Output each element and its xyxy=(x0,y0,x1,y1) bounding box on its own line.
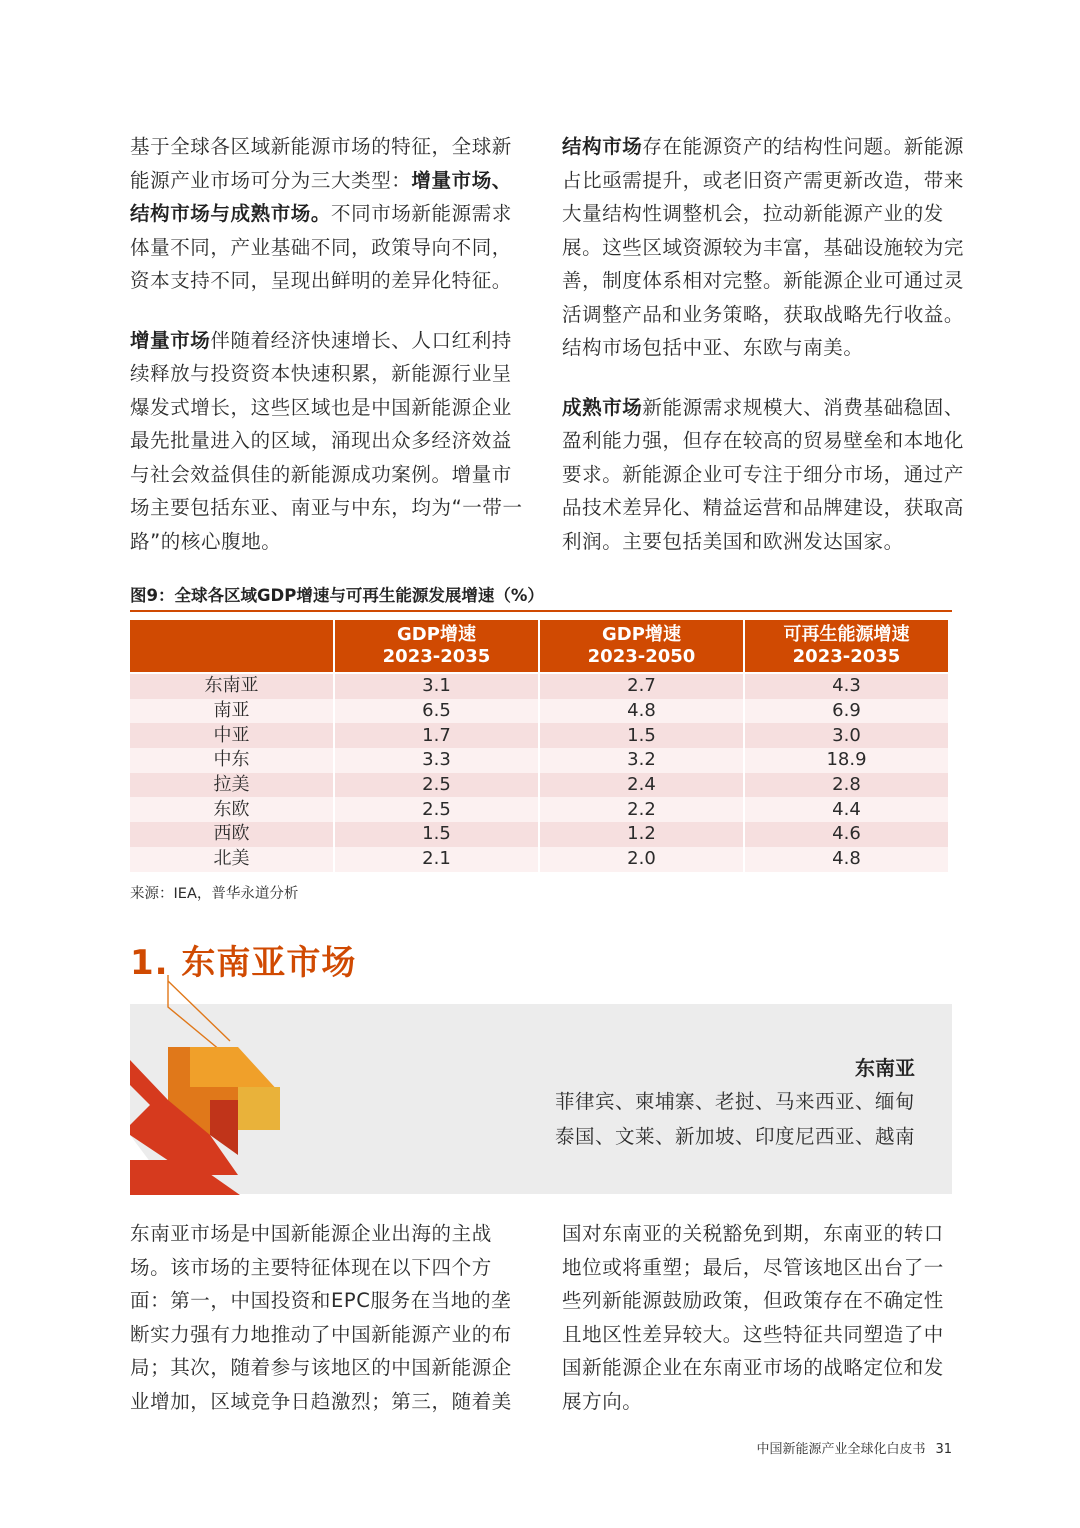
footer-title: 中国新能源产业全球化白皮书 xyxy=(756,1442,926,1457)
table-header-gdp-2035: GDP增速 2023-2035 xyxy=(335,620,538,672)
cell-gdp-2035: 1.5 xyxy=(335,822,538,847)
cell-gdp-2035: 2.1 xyxy=(335,847,538,872)
intro-right-column xyxy=(562,130,967,558)
cell-gdp-2050: 2.7 xyxy=(540,674,743,699)
table-row xyxy=(130,699,948,724)
figure-source: 来源：IEA，普华永道分析 xyxy=(130,886,299,902)
cell-gdp-2035: 2.5 xyxy=(335,797,538,822)
intro-paragraph-2: 增量市场伴随着经济快速增长、人口红利持续释放与投资资本快速积累，新能源行业呈爆发式增长，这些区域也是中国新能源企业最先批量进入的区域，涌现出众多经济效益与社会效益俱佳的新能源成功案例。增量市场主要包括东亚、南亚与中东，均为“一带一路”的核心腹地。 xyxy=(130,328,523,553)
cell-gdp-2050: 2.0 xyxy=(540,847,743,872)
section-paragraph-left: 东南亚市场是中国新能源企业出海的主战场。该市场的主要特征体现在以下四个方面：第一，中国投资和EPC服务在当地的垄断实力强有力地推动了中国新能源产业的布局；其次，随着参与该地区的中国新能源企业增加，区域竞争日趋激烈；第三，随着美 xyxy=(130,1222,512,1413)
cell-region: 中东 xyxy=(130,748,333,773)
table-row xyxy=(130,773,948,798)
cell-region: 北美 xyxy=(130,847,333,872)
cell-renewable-2035: 4.8 xyxy=(745,847,948,872)
cell-gdp-2035: 1.7 xyxy=(335,723,538,748)
cell-region: 东南亚 xyxy=(130,674,333,699)
region-countries-line-1: 菲律宾、柬埔寨、老挝、马来西亚、缅甸 xyxy=(554,1090,915,1113)
cell-renewable-2035: 4.4 xyxy=(745,797,948,822)
region-title: 东南亚 xyxy=(855,1056,915,1080)
cell-region: 拉美 xyxy=(130,773,333,798)
intro-paragraph-1: 基于全球各区域新能源市场的特征，全球新能源产业市场可分为三大类型：增量市场、结构市场与成熟市场。不同市场新能源需求体量不同，产业基础不同，政策导向不同，资本支持不同，呈现出鲜明的差异化特征。 xyxy=(130,135,512,292)
region-countries-line-2: 泰国、文莱、新加坡、印度尼西亚、越南 xyxy=(554,1125,915,1148)
cell-gdp-2050: 2.4 xyxy=(540,773,743,798)
cell-gdp-2035: 3.3 xyxy=(335,748,538,773)
cell-renewable-2035: 6.9 xyxy=(745,699,948,724)
page-footer xyxy=(756,1438,952,1457)
cell-region: 南亚 xyxy=(130,699,333,724)
growth-table xyxy=(128,620,950,872)
figure-divider xyxy=(130,610,952,612)
table-row xyxy=(130,748,948,773)
cell-gdp-2050: 1.5 xyxy=(540,723,743,748)
table-row xyxy=(130,822,948,847)
section-heading: 1. 东南亚市场 xyxy=(130,943,357,983)
table-row xyxy=(130,797,948,822)
cell-renewable-2035: 4.6 xyxy=(745,822,948,847)
cell-gdp-2050: 1.2 xyxy=(540,822,743,847)
cell-gdp-2035: 3.1 xyxy=(335,674,538,699)
table-header-renewable-2035: 可再生能源增速 2023-2035 xyxy=(745,620,948,672)
table-body xyxy=(130,674,948,872)
page-number: 31 xyxy=(935,1442,952,1457)
figure-title: 图9：全球各区域GDP增速与可再生能源发展增速（%） xyxy=(130,586,544,605)
cell-gdp-2035: 2.5 xyxy=(335,773,538,798)
section-right-column xyxy=(562,1217,962,1418)
table-row xyxy=(130,674,948,699)
cell-gdp-2050: 3.2 xyxy=(540,748,743,773)
table-header-region xyxy=(130,620,333,672)
intro-paragraph-3: 结构市场存在能源资产的结构性问题。新能源占比亟需提升，或老旧资产需更新改造，带来大量结构性调整机会，拉动新能源产业的发展。这些区域资源较为丰富，基础设施较为完善，制度体系相对完整。新能源企业可通过灵活调整产品和业务策略，获取战略先行收益。结构市场包括中亚、东欧与南美。 xyxy=(562,135,965,359)
section-paragraph-right: 国对东南亚的关税豁免到期，东南亚的转口地位或将重塑；最后，尽管该地区出台了一些列新能源鼓励政策，但政策存在不确定性且地区性差异较大。这些特征共同塑造了中国新能源企业在东南亚市场的战略定位和发展方向。 xyxy=(562,1222,944,1413)
cell-region: 东欧 xyxy=(130,797,333,822)
decorative-geometric-graphic xyxy=(130,975,282,1195)
cell-renewable-2035: 18.9 xyxy=(745,748,948,773)
cell-gdp-2050: 2.2 xyxy=(540,797,743,822)
table-row xyxy=(130,847,948,872)
cell-gdp-2035: 6.5 xyxy=(335,699,538,724)
intro-paragraph-4: 成熟市场新能源需求规模大、消费基础稳固、盈利能力强，但存在较高的贸易壁垒和本地化要求。新能源企业可专注于细分市场，通过产品技术差异化、精益运营和品牌建设，获取高利润。主要包括美国和欧洲发达国家。 xyxy=(562,395,965,553)
cell-renewable-2035: 2.8 xyxy=(745,773,948,798)
cell-renewable-2035: 3.0 xyxy=(745,723,948,748)
cell-gdp-2050: 4.8 xyxy=(540,699,743,724)
cell-region: 西欧 xyxy=(130,822,333,847)
section-left-column xyxy=(130,1217,530,1418)
table-row xyxy=(130,723,948,748)
cell-region: 中亚 xyxy=(130,723,333,748)
intro-left-column xyxy=(130,130,530,558)
cell-renewable-2035: 4.3 xyxy=(745,674,948,699)
table-header-row xyxy=(130,620,948,672)
table-header-gdp-2050: GDP增速 2023-2050 xyxy=(540,620,743,672)
